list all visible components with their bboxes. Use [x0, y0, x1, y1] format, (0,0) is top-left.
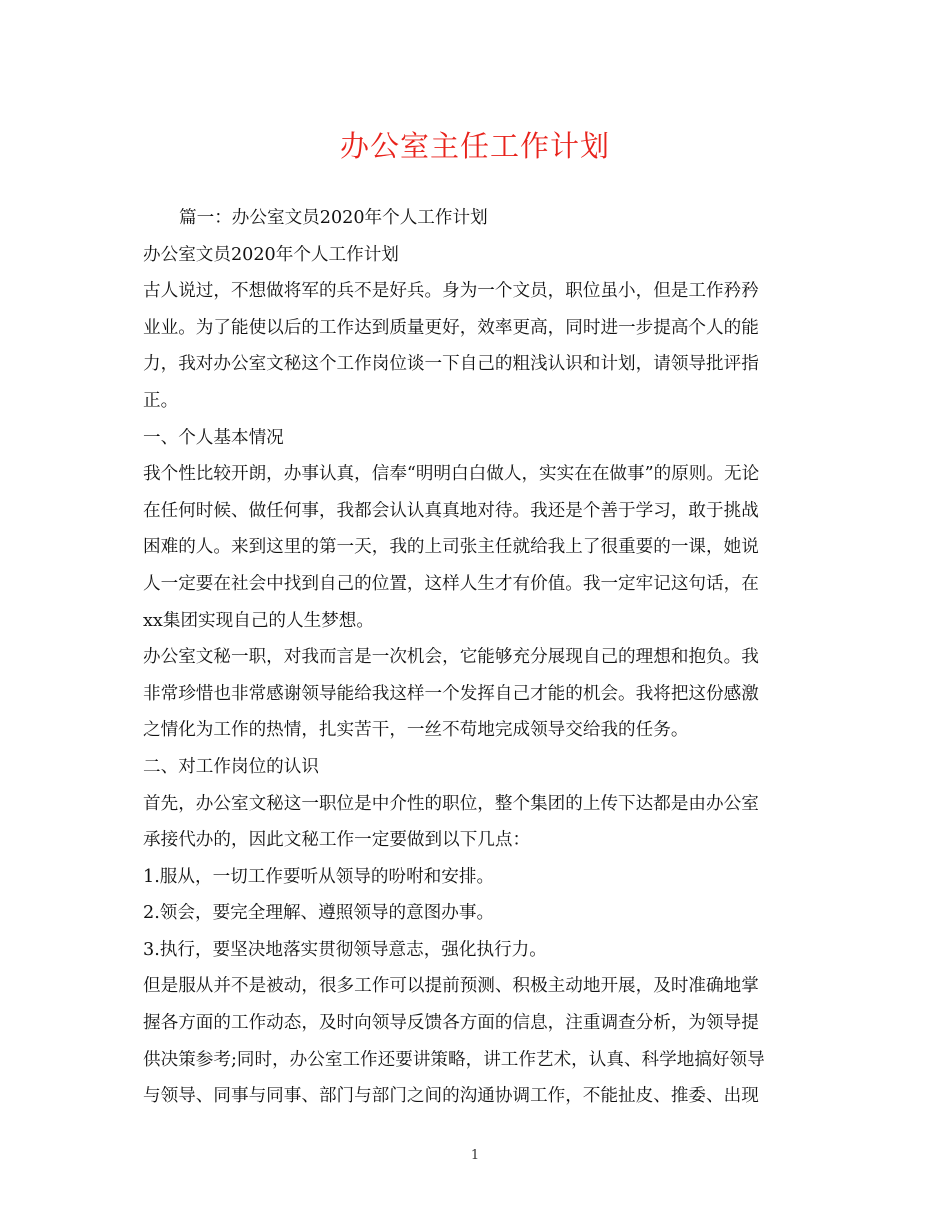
paragraph-line: 但是服从并不是被动，很多工作可以提前预测、积极主动地开展，及时准确地掌 — [143, 976, 759, 997]
paragraph-line: 握各方面的工作动态，及时向领导反馈各方面的信息，注重调查分析，为领导提 — [143, 1013, 759, 1034]
paragraph-line: 之情化为工作的热情，扎实苦干，一丝不苟地完成领导交给我的任务。 — [143, 720, 689, 741]
paragraph-line: 正。 — [143, 390, 179, 411]
paragraph-line: 在任何时候、做任何事，我都会认认真真地对待。我还是个善于学习，敢于挑战 — [143, 500, 759, 521]
paragraph-line: 非常珍惜也非常感谢领导能给我这样一个发挥自己才能的机会。我将把这份感激 — [143, 683, 759, 704]
document-body — [143, 200, 808, 1115]
paragraph-line: 供决策参考;同时，办公室工作还要讲策略，讲工作艺术，认真、科学地搞好领导 — [143, 1049, 765, 1070]
paragraph-line: 力，我对办公室文秘这个工作岗位谈一下自己的粗浅认识和计划，请领导批评指 — [143, 354, 759, 375]
paragraph-line: 承接代办的，因此文秘工作一定要做到以下几点： — [143, 830, 531, 851]
list-item: 1.服从，一切工作要听从领导的吩咐和安排。 — [143, 866, 495, 887]
paragraph-line: xx集团实现自己的人生梦想。 — [143, 610, 374, 631]
section-heading: 一、个人基本情况 — [143, 427, 284, 448]
paragraph-line: 办公室文秘一职，对我而言是一次机会，它能够充分展现自己的理想和抱负。我 — [143, 647, 759, 668]
paragraph-line: 古人说过，不想做将军的兵不是好兵。身为一个文员，职位虽小，但是工作矜矜 — [143, 281, 759, 302]
paragraph-line: 困难的人。来到这里的第一天，我的上司张主任就给我上了很重要的一课，她说 — [143, 537, 759, 558]
list-item: 3.执行，要坚决地落实贯彻领导意志，强化执行力。 — [143, 939, 547, 960]
section-heading: 二、对工作岗位的认识 — [143, 756, 319, 777]
paragraph-line: 我个性比较开朗，办事认真，信奉“明明白白做人，实实在在做事”的原则。无论 — [143, 464, 760, 485]
page-number: 1 — [470, 1148, 480, 1163]
paragraph-line: 与领导、同事与同事、部门与部门之间的沟通协调工作，不能扯皮、推委、出现 — [143, 1086, 759, 1107]
document-title: 办公室主任工作计划 — [339, 129, 610, 163]
list-item: 2.领会，要完全理解、遵照领导的意图办事。 — [143, 903, 495, 924]
paragraph-line: 人一定要在社会中找到自己的位置，这样人生才有价值。我一定牢记这句话，在 — [143, 573, 759, 594]
section-heading: 篇一：办公室文员2020年个人工作计划 — [179, 208, 488, 228]
paragraph-line: 业业。为了能使以后的工作达到质量更好，效率更高，同时进一步提高个人的能 — [143, 317, 759, 338]
paragraph-line: 办公室文员2020年个人工作计划 — [143, 244, 399, 265]
paragraph-line: 首先，办公室文秘这一职位是中介性的职位，整个集团的上传下达都是由办公室 — [143, 793, 759, 814]
